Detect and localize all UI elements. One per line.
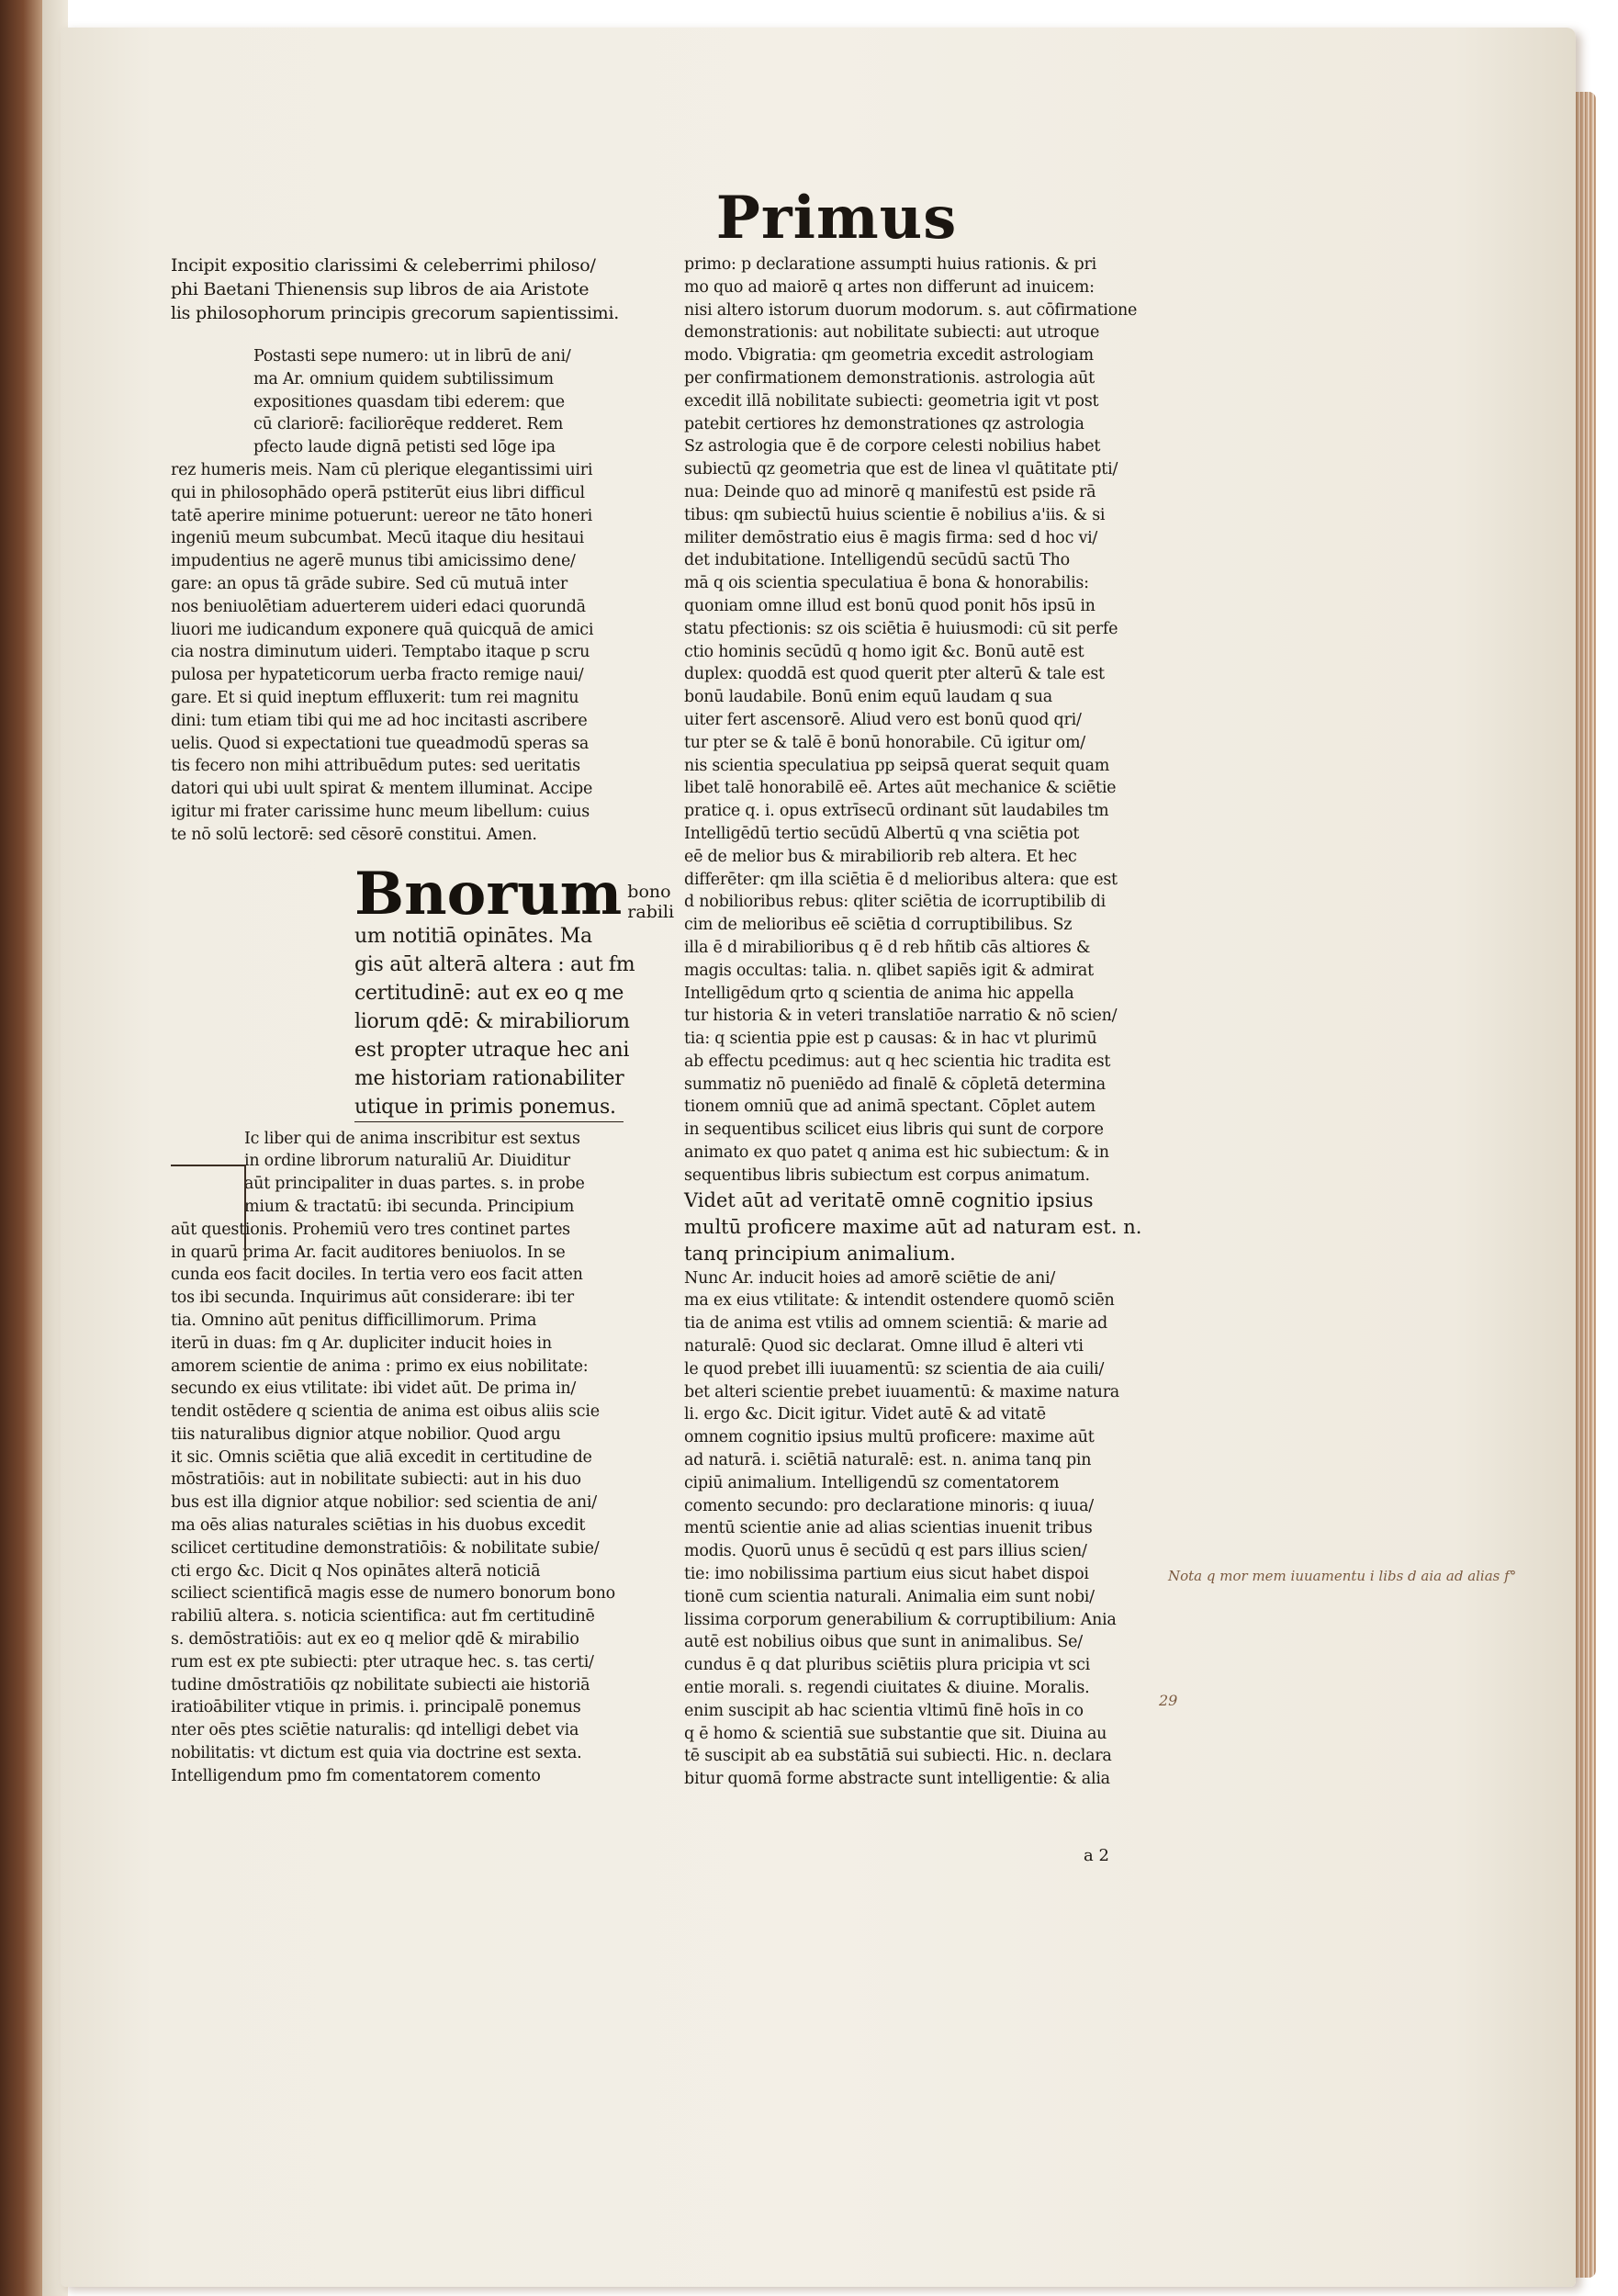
text-line: ab effectu pcedimus: aut q hec scientia hic tradita est bbox=[684, 1052, 1111, 1071]
text-line: multū proficere maxime aūt ad naturam est. n. bbox=[684, 1215, 1142, 1238]
text-line: ingeniū meum subcumbat. Mecū itaque diu hesitaui bbox=[171, 529, 584, 548]
text-line: Intelligēdum qrto q scientia de anima hic appella bbox=[684, 984, 1074, 1003]
text-line: tendit ostēdere q scientia de anima est oibus aliis scie bbox=[171, 1402, 600, 1422]
aristotle-text-block bbox=[354, 859, 675, 1122]
text-line: uelis. Quod si expectationi tue queadmodū speras sa bbox=[171, 734, 590, 753]
text-line: tatē aperire minime potuerunt: uereor ne tāto honeri bbox=[171, 506, 593, 525]
text-line: it sic. Omnis sciētia que aliā excedit in certitudine de bbox=[171, 1447, 592, 1467]
text-line: liorum qdē: & mirabiliorum bbox=[354, 1009, 630, 1033]
text-line: demonstrationis: aut nobilitate subiecti: aut utroque bbox=[684, 323, 1100, 343]
text-line: ma Ar. omnium quidem subtilissimum bbox=[253, 369, 554, 388]
text-line: in ordine librorum naturaliū Ar. Diuiditur bbox=[244, 1152, 570, 1171]
text-line: nisi altero istorum duorum modorum. s. aut cōfirmatione bbox=[684, 300, 1138, 320]
text-line: summatiz nō pueniēdo ad finalē & cōpletā determina bbox=[684, 1075, 1106, 1094]
text-line: secundo ex eius vtilitate: ibi videt aūt. De prima in/ bbox=[171, 1379, 576, 1399]
text-line: illa ē d mirabilioribus q ē d reb hñtib cās altiores & bbox=[684, 938, 1091, 957]
text-line: entie morali. s. regendi ciuitates & diuine. Moralis. bbox=[684, 1679, 1090, 1698]
text-line: differēter: qm illa sciētia ē d melioribus altera: que est bbox=[684, 870, 1118, 889]
text-line: cia nostra diminutum uideri. Temptabo itaque p scru bbox=[171, 643, 590, 662]
capital-space-mark bbox=[171, 1165, 246, 1255]
text-line: gare: an opus tā grāde subire. Sed cū mutuā inter bbox=[171, 574, 567, 593]
text-line: tiis naturalibus dignior atque nobilior. Quod argu bbox=[171, 1424, 561, 1444]
left-column bbox=[171, 253, 675, 1788]
text-line: dini: tum etiam tibi qui me ad hoc incitasti ascribere bbox=[171, 711, 588, 730]
text-line: pulosa per hypateticorum uerba fracto remige naui/ bbox=[171, 666, 584, 685]
right-commentary-a bbox=[684, 253, 1175, 1187]
text-line: pfecto laude dignā petisti sed lōge ipa bbox=[253, 438, 556, 457]
text-line: statu pfectionis: sz ois sciētia ē huiusmodi: cū sit perfe bbox=[684, 619, 1118, 638]
text-line: sciliect scientificā magis esse de numero bonorum bono bbox=[171, 1584, 615, 1604]
text-line: igitur mi frater carissime hunc meum libellum: cuius bbox=[171, 802, 590, 821]
text-line: ctio hominis secūdū q homo igit &c. Bonū autē est bbox=[684, 642, 1084, 661]
text-line: tur historia & in veteri translatiōe narratio & nō scien/ bbox=[684, 1007, 1118, 1026]
text-line: um notitiā opinātes. Ma bbox=[354, 924, 592, 948]
text-line: tudine dmōstratiōis qz nobilitate subiecti aie historiā bbox=[171, 1675, 590, 1694]
text-line: tie: imo nobilissima partium eius sicut habet dispoi bbox=[684, 1565, 1089, 1584]
text-line: certitudinē: aut ex eo q me bbox=[354, 981, 624, 1005]
text-line: aūt principaliter in duas partes. s. in probe bbox=[244, 1175, 585, 1194]
text-line: tis fecero non mihi attribuēdum putes: sed ueritatis bbox=[171, 757, 580, 776]
text-line: ma ex eius vtilitate: & intendit ostendere quomō sciēn bbox=[684, 1291, 1115, 1311]
text-line: ad naturā. i. sciētiā naturalē: est. n. anima tanq pin bbox=[684, 1451, 1092, 1470]
text-line: tia. Omnino aūt penitus difficillimorum. Prima bbox=[171, 1311, 537, 1330]
text-line: amorem scientie de anima : primo ex eius nobilitate: bbox=[171, 1356, 589, 1376]
text-line: rez humeris meis. Nam cū plerique elegantissimi uiri bbox=[171, 460, 593, 479]
text-line: militer demōstratio eius ē magis firma: sed d hoc vi/ bbox=[684, 528, 1098, 547]
text-line: cipiū animalium. Intelligendū sz comentatorem bbox=[684, 1473, 1060, 1492]
text-line: cundus ē q dat pluribus sciētiis plura pricipia vt sci bbox=[684, 1656, 1090, 1675]
text-line: mo quo ad maiorē q artes non differunt ad inuicem: bbox=[684, 277, 1095, 297]
text-line: nos beniuolētiam aduerterem uideri edaci quorundā bbox=[171, 597, 586, 616]
text-line: tibus: qm subiectū huius scientie ē nobilius a'iis. & si bbox=[684, 505, 1106, 524]
text-line: tos ibi secunda. Inquirimus aūt considerare: ibi ter bbox=[171, 1289, 574, 1308]
text-line: cunda eos facit dociles. In tertia vero eos facit atten bbox=[171, 1266, 583, 1285]
text-line: s. demōstratiōis: aut ex eo q melior qdē & mirabilio bbox=[171, 1630, 579, 1649]
initial-side-text: bono rabili bbox=[627, 881, 675, 922]
text-line: animato ex quo patet q anima est hic subiectum: & in bbox=[684, 1143, 1109, 1163]
text-line: cim de melioribus eē sciētia d corruptibilibus. Sz bbox=[684, 916, 1073, 935]
text-line: duplex: quoddā est quod querit pter alterū & tale est bbox=[684, 665, 1105, 684]
text-line: iratioābiliter vtique in primis. i. principalē ponemus bbox=[171, 1698, 581, 1717]
text-line: liuori me iudicandum exponere quā quicquā de amici bbox=[171, 620, 594, 639]
text-line: cti ergo &c. Dicit q Nos opinātes alterā noticiā bbox=[171, 1561, 541, 1581]
text-line: det indubitatione. Intelligendū secūdū sactū Tho bbox=[684, 551, 1070, 570]
text-line: iterū in duas: fm q Ar. dupliciter inducit hoies in bbox=[171, 1334, 552, 1353]
text-line: Postasti sepe numero: ut in librū de ani/ bbox=[253, 347, 571, 366]
text-line: per confirmationem demonstrationis. astrologia aūt bbox=[684, 368, 1095, 388]
text-line: mā q ois scientia speculatiua ē bona & honorabilis: bbox=[684, 574, 1089, 593]
text-line: comento secundo: pro declaratione minoris: q iuua/ bbox=[684, 1496, 1094, 1515]
text-line: d nobilioribus rebus: qliter sciētia de icorruptibilib di bbox=[684, 893, 1106, 912]
text-line: excedit illā nobilitate subiecti: geometria igit vt post bbox=[684, 391, 1099, 411]
text-line: mium & tractatū: ibi secunda. Principium bbox=[244, 1197, 575, 1216]
text-line: gis aūt alterā altera : aut fm bbox=[354, 952, 635, 976]
text-line: me historiam rationabiliter bbox=[354, 1066, 624, 1090]
text-line: est propter utraque hec ani bbox=[354, 1038, 630, 1062]
text-line: lis philosophorum principis grecorum sapientissimi. bbox=[171, 303, 620, 323]
text-line: enim suscipit ab hac scientia vltimū finē hoīs in co bbox=[684, 1701, 1084, 1720]
signature-mark: a 2 bbox=[1084, 1846, 1109, 1865]
right-commentary-b bbox=[684, 1267, 1178, 1791]
text-line: rum est ex pte subiecti: pter utraque hec. s. tas certi/ bbox=[171, 1652, 594, 1671]
text-line: ma oēs alias naturales sciētias in his duobus excedit bbox=[171, 1516, 586, 1536]
text-line: Sz astrologia que ē de corpore celesti nobilius habet bbox=[684, 437, 1101, 456]
text-line: autē est nobilius oibus que sunt in animalibus. Se/ bbox=[684, 1633, 1083, 1652]
text-line: bonū laudabile. Bonū enim equū laudam q sua bbox=[684, 688, 1052, 707]
text-line: tur pter se & talē ē bonū honorabile. Cū igitur om/ bbox=[684, 733, 1085, 752]
text-line: Intelligendum pmo fm comentatorem comento bbox=[171, 1766, 541, 1785]
text-line: primo: p declaratione assumpti huius rationis. & pri bbox=[684, 255, 1096, 274]
text-line: q ē homo & scientiā sue substantie que sit. Diuina au bbox=[684, 1724, 1107, 1743]
text-line: Incipit expositio clarissimi & celeberrimi philoso/ bbox=[171, 255, 596, 276]
text-line: in quarū prima Ar. facit auditores beniuolos. In se bbox=[171, 1243, 566, 1262]
text-line: quoniam omne illud est bonū quod ponit hōs ipsū in bbox=[684, 596, 1096, 615]
text-line: Videt aūt ad veritatē omnē cognitio ipsius bbox=[684, 1188, 1094, 1211]
text-line: utique in primis ponemus. bbox=[354, 1093, 624, 1122]
text-line: bet alteri scientie prebet iuuamentū: & maxime natura bbox=[684, 1382, 1119, 1401]
text-line: omnem cognitio ipsius multū proficere: maxime aūt bbox=[684, 1428, 1095, 1447]
text-line: gare. Et si quid ineptum effluxerit: tum rei magnitu bbox=[171, 688, 579, 707]
handwritten-margin-note: Nota q mor mem iuuamentu i libs d aia ad alias f° bbox=[1168, 1568, 1517, 1584]
aristotle-lines bbox=[354, 922, 648, 1122]
text-line: naturalē: Quod sic declarat. Omne illud ē alteri vti bbox=[684, 1337, 1084, 1356]
text-line: li. ergo &c. Dicit igitur. Videt autē & ad vitatē bbox=[684, 1405, 1046, 1424]
handwritten-margin-number: 29 bbox=[1159, 1692, 1178, 1709]
text-line: modo. Vbigratia: qm geometria excedit astrologiam bbox=[684, 346, 1094, 366]
text-line: te nō solū lectorē: sed cēsorē constitui. Amen. bbox=[171, 825, 537, 844]
preface-paragraph bbox=[171, 345, 648, 847]
text-line: Nunc Ar. inducit hoies ad amorē sciētie de ani/ bbox=[684, 1268, 1055, 1288]
text-line: nua: Deinde quo ad minorē q manifestū est pside rā bbox=[684, 482, 1096, 501]
text-line: pratice q. i. opus extrīsecū ordinant sūt laudabiles tm bbox=[684, 802, 1109, 821]
text-line: nis scientia speculatiua pp seipsā querat sequit quam bbox=[684, 756, 1110, 775]
text-line: tia de anima est vtilis ad omnem scientiā: & marie ad bbox=[684, 1314, 1107, 1334]
text-line: tanq principium animalium. bbox=[684, 1242, 956, 1265]
decorated-initial: Bnorum bbox=[354, 859, 623, 929]
text-line: sequentibus libris subiectum est corpus animatum. bbox=[684, 1165, 1090, 1185]
text-line: magis occultas: talia. n. qlibet sapiēs igit & admirat bbox=[684, 961, 1094, 980]
text-line: aūt questionis. Prohemiū vero tres continet partes bbox=[171, 1220, 570, 1239]
text-line: phi Baetani Thienensis sup libros de aia Aristote bbox=[171, 279, 590, 299]
right-aristotle-text bbox=[684, 1187, 1175, 1267]
text-line: uiter fert ascensorē. Aliud vero est bonū quod qri/ bbox=[684, 710, 1082, 729]
text-line: impudentius ne agerē munus tibi amicissimo dene/ bbox=[171, 552, 576, 571]
text-line: expositiones quasdam tibi ederem: que bbox=[253, 392, 565, 411]
text-line: libet talē honorabilē eē. Artes aūt mechanice & sciētie bbox=[684, 779, 1117, 798]
text-line: scilicet certitudine demonstratiōis: & nobilitate subie/ bbox=[171, 1538, 600, 1558]
text-line: datori qui ubi uult spirat & mentem illuminat. Accipe bbox=[171, 780, 593, 799]
text-line: bitur quomā forme abstracte sunt intelligentie: & alia bbox=[684, 1770, 1110, 1789]
text-line: eē de melior bus & mirabiliorib reb altera. Et hec bbox=[684, 847, 1077, 866]
text-line: le quod prebet illi iuuamentū: sz scientia de aia cuili/ bbox=[684, 1359, 1105, 1379]
text-line: patebit certiores hz demonstrationes qz astrologia bbox=[684, 414, 1084, 433]
text-line: mōstratiōis: aut in nobilitate subiecti: aut in his duo bbox=[171, 1470, 581, 1490]
text-line: qui in philosophādo operā pstiterūt eius libri difficul bbox=[171, 483, 585, 502]
text-line: mentū scientie anie ad alias scientias inuenit tribus bbox=[684, 1519, 1093, 1538]
text-line: tionem omniū que ad animā spectant. Cōplet autem bbox=[684, 1097, 1096, 1117]
text-line: lissima corporum generabilium & corruptibilium: Ania bbox=[684, 1610, 1117, 1629]
page-heading: Primus bbox=[715, 184, 958, 253]
text-line: Intelligēdū tertio secūdū Albertū q vna sciētia pot bbox=[684, 824, 1080, 843]
text-line: Ic liber qui de anima inscribitur est sextus bbox=[244, 1129, 580, 1148]
text-line: rabiliū altera. s. noticia scientifica: aut fm certitudinē bbox=[171, 1607, 595, 1626]
text-line: tē suscipit ab ea substātiā sui subiecti. Hic. n. declara bbox=[684, 1747, 1112, 1766]
text-line: bus est illa dignior atque nobilior: sed scientia de ani/ bbox=[171, 1493, 597, 1513]
text-line: tionē cum scientia naturali. Animalia eim sunt nobi/ bbox=[684, 1587, 1095, 1606]
text-line: in sequentibus scilicet eius libris qui sunt de corpore bbox=[684, 1120, 1104, 1140]
text-line: tia: q scientia ppie est p causas: & in hac vt plurimū bbox=[684, 1030, 1097, 1049]
text-line: modis. Quorū unus ē secūdū q est pars illius scien/ bbox=[684, 1542, 1087, 1561]
right-column bbox=[684, 253, 1178, 1791]
text-line: nobilitatis: vt dictum est quia via doctrine est sexta. bbox=[171, 1744, 582, 1763]
text-line: cū clariorē: faciliorēque redderet. Rem bbox=[253, 415, 564, 434]
text-line: subiectū qz geometria que est de linea vl quātitate pti/ bbox=[684, 460, 1118, 479]
intro-paragraph bbox=[171, 253, 648, 325]
text-line: nter oēs ptes sciētie naturalis: qd intelligi debet via bbox=[171, 1721, 579, 1740]
